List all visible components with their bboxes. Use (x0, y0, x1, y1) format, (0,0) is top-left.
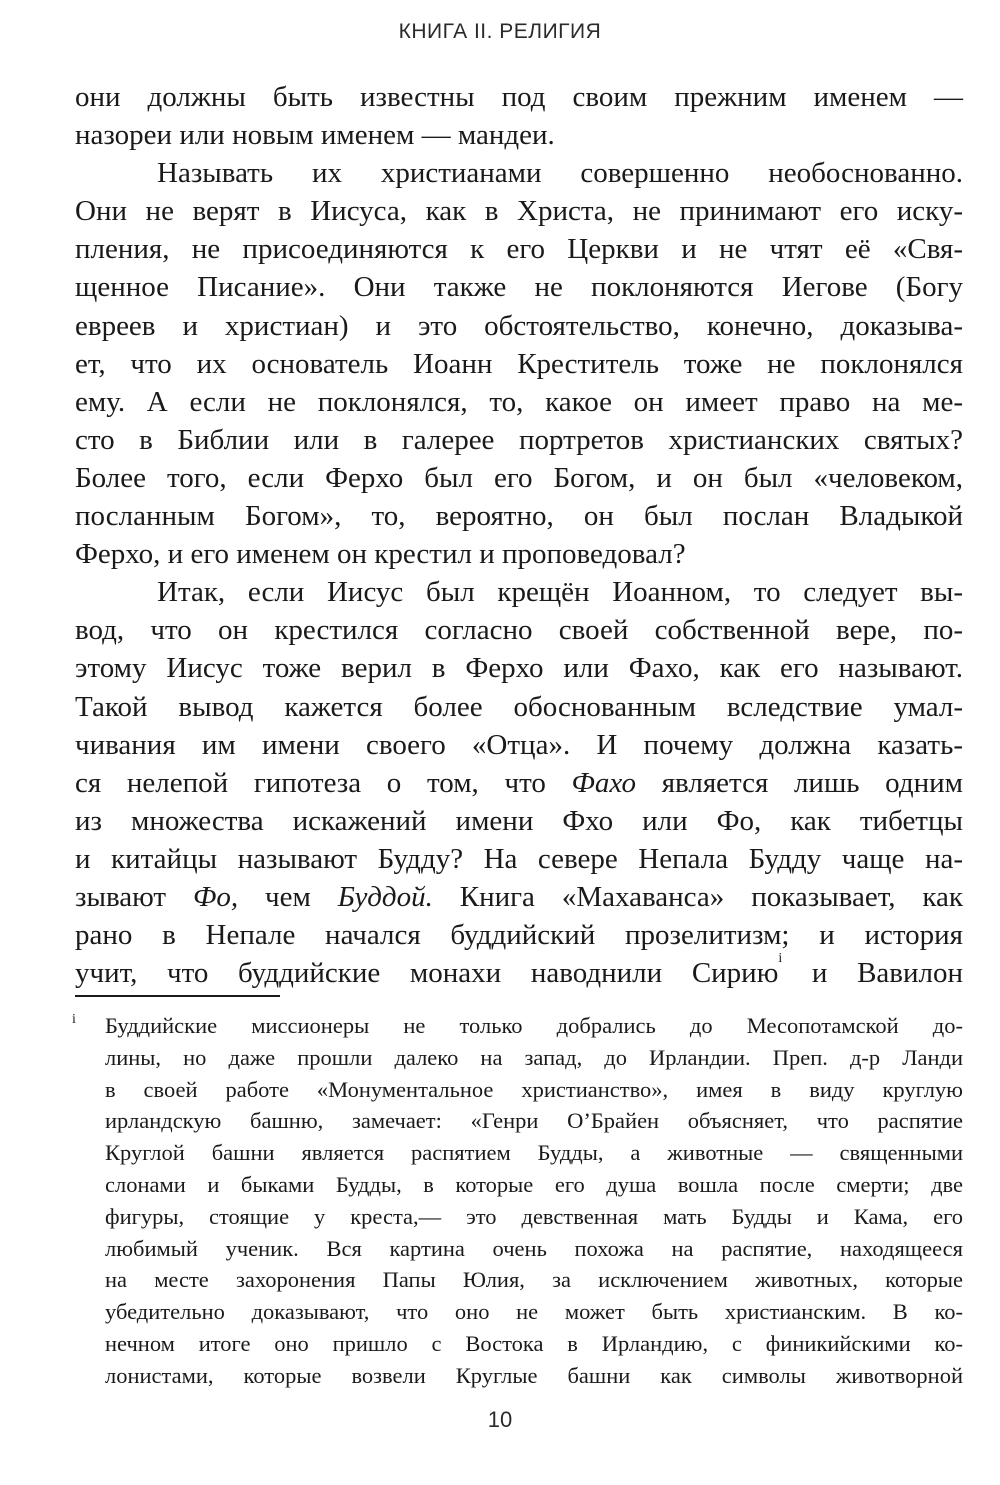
text-line: они должны быть известны под своим прежним именем — (75, 81, 963, 113)
text-segment: ся нелепой гипотеза о том, что (75, 766, 572, 799)
text-segment: является лишь одним (636, 766, 963, 799)
footnote-line: в своей работе «Монументальное христианство», имея в виду круглую (105, 1076, 963, 1102)
italic-term-faho: Фахо (571, 766, 637, 799)
text-line: посланным Богом», то, вероятно, он был послан Владыкой (75, 500, 963, 533)
text-line: этому Иисус тоже верил в Ферхо или Фахо, как его называют. (75, 652, 963, 685)
footnote-line: лонистами, которые возвели Круглые башни как символы животворной (105, 1362, 963, 1388)
text-segment: учит, что буддийские монахи наводнили Сирию (75, 957, 779, 990)
text-line: пления, не присоединяются к его Церкви и не чтят её «Свя- (75, 233, 963, 266)
italic-term-buddoy: Буддой. (337, 880, 433, 913)
text-segment: зывают (75, 880, 193, 913)
footnote-line: Круглой башни является распятием Будды, а животные — священными (105, 1140, 963, 1166)
text-segment: чем (238, 880, 338, 913)
footnote-line: слонами и быками Будды, в которые его душа вошла после смерти; две (105, 1171, 963, 1197)
text-line (75, 951, 964, 992)
text-line: назореи или новым именем — мандеи. (75, 119, 555, 152)
text-line: чивания им имени своего «Отца». И почему должна казать- (75, 728, 963, 761)
footnote-separator (75, 995, 280, 997)
footnote-line: на месте захоронения Папы Юлия, за исключением животных, которые (105, 1267, 963, 1293)
text-line: Более того, если Ферхо был его Богом, и он был «человеком, (75, 461, 963, 494)
text-line: Такой вывод кажется более обоснованным вследствие умал- (75, 690, 963, 723)
footnote-line: любимый ученик. Вся картина очень похожа на распятие, находящееся (105, 1235, 963, 1261)
running-head-title: КНИГА II. РЕЛИГИЯ (398, 20, 602, 43)
footnote-line: нечном итоге оно пришло с Востока в Ирландию, с финикийскими ко- (105, 1330, 963, 1356)
footnote-line: лины, но даже прошли далеко на запад, до Ирландии. Преп. д-р Ланди (105, 1044, 963, 1070)
footnote-block (105, 1010, 963, 1392)
text-line: ему. А если не поклонялся, то, какое он имеет право на ме- (75, 385, 963, 418)
text-segment: Книга «Махаванса» показывает, как (432, 880, 964, 913)
text-line: и китайцы называют Будду? На севере Непала Будду чаще на- (75, 842, 963, 875)
text-line (75, 878, 963, 916)
footnote-line: ирландскую башню, замечает: «Генри О’Брайен объясняет, что распятие (105, 1108, 963, 1134)
footnote-line: фигуры, стоящие у креста,— это девственная мать Будды и Кама, его (105, 1203, 963, 1229)
footnote-reference-marker[interactable]: i (778, 951, 783, 967)
italic-term-fo: Фо, (193, 880, 239, 913)
text-line: Итак, если Иисус был крещён Иоанном, то следует вы- (157, 576, 963, 609)
main-text-block (75, 78, 963, 992)
text-line: сто в Библии или в галерее портретов христианских святых? (75, 423, 963, 456)
text-line: из множества искажений имени Фхо или Фо, как тибетцы (75, 804, 963, 837)
text-line: Ферхо, и его именем он крестил и проповедовал? (75, 538, 686, 571)
text-line: рано в Непале начался буддийский прозелитизм; и история (75, 919, 963, 952)
text-line: Они не верят в Иисуса, как в Христа, не принимают его иску- (75, 195, 963, 228)
text-line: щенное Писание». Они также не поклоняются Иегове (Богу (75, 271, 963, 304)
text-segment: и Вавилон (782, 957, 964, 990)
text-line: ет, что их основатель Иоанн Креститель тоже не поклонялся (75, 347, 963, 380)
text-line: евреев и христиан) и это обстоятельство, конечно, доказыва- (75, 309, 963, 342)
footnote-line: убедительно доказывают, что оно не может быть христианским. В ко- (105, 1299, 963, 1325)
page-number: 10 (487, 1407, 513, 1432)
text-line: Называть их христианами совершенно необоснованно. (157, 157, 963, 190)
footnote-line: Буддийские миссионеры не только добрались до Месопотамской до- (105, 1013, 963, 1038)
footnote-marker: i (72, 1012, 76, 1027)
text-line (75, 764, 963, 802)
text-line: вод, что он крестился согласно своей собственной вере, по- (75, 614, 963, 647)
